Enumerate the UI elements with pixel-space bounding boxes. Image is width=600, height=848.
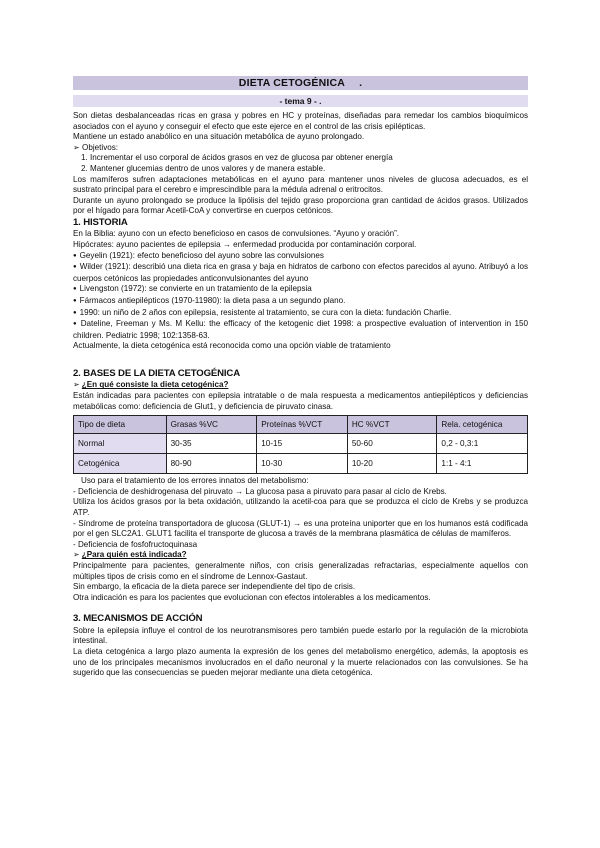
table-cell: 10-20	[347, 454, 437, 474]
intro-paragraph: Mantiene un estado anabólico en una situación metabólica de ayuno prolongado.	[73, 132, 365, 142]
table-row	[74, 434, 528, 454]
history-line: En la Biblia: ayuno con un efecto beneficioso en casos de convulsiones. “Ayuno y oración”.	[73, 229, 400, 239]
question-text: ¿En qué consiste la dieta cetogénica?	[81, 380, 229, 390]
indication-line: Principalmente para pacientes, generalmente niños, con crisis generalizadas refractarias, especialmente aquellos con múltiples tipos de crisis como en el síndrome de Lennox-Gastaut.	[73, 561, 528, 581]
indication-line: Sin embargo, la eficacia de la dieta parece ser independiente del tipo de crisis.	[73, 582, 356, 592]
table-row	[74, 454, 528, 474]
intro-paragraph: Durante un ayuno prolongado se produce la lipólisis del tejido graso proporciona gran cantidad de ácidos grasos. Utilizados por el hígado para formar Acetil-CoA y convertirse en cuerpos cetónicos.	[73, 195, 528, 216]
table-header-cell: Proteínas %VCT	[257, 416, 348, 434]
question-heading	[73, 550, 528, 561]
table-cell: 10-15	[257, 434, 348, 454]
bases-line: Utiliza los ácidos grasos por la beta oxidación, utilizando la acetil-coa para que se produzca el ciclo de Krebs y se produzca ATP.	[73, 497, 528, 518]
history-bullet: ● Dateline, Freeman y Ms. M Kellu: the efficacy of the ketogenic diet 1998: a prospective evaluation of intervention in 150 children. Pediatric 1998; 102:1358-63.	[73, 319, 528, 341]
history-closing: Actualmente, la dieta cetogénica está reconocida como una opción viable de tratamiento	[73, 341, 391, 351]
objectives-label-text: Objetivos:	[82, 142, 119, 152]
table-header-cell: Tipo de dieta	[74, 416, 167, 434]
history-line: Hipócrates: ayuno pacientes de epilepsia → enfermedad producida por contaminación corporal.	[73, 240, 417, 250]
section-heading-mecanismos: 3. MECANISMOS DE ACCIÓN	[73, 613, 203, 625]
mechanism-paragraph: Sobre la epilepsia influye el control de los neurotransmisores pero también puede estarlo por la regulación de la microbiota intestinal.	[73, 625, 528, 646]
table-cell: 30-35	[166, 434, 257, 454]
page-title: DIETA CETOGÉNICA	[238, 77, 346, 89]
history-bullet: ● Livengston (1972): se convierte en un tratamiento de la epilepsia	[73, 284, 528, 296]
mechanism-paragraph: La dieta cetogénica a largo plazo aumenta la expresión de los genes del metabolismo energético, además, la apoptosis es uno de los principales mecanismos involucrados en el daño neuronal y la muerte relacionados con las convulsiones. Se ha sugerido que las consecuencias se pueden mejorar mediante una dieta cetogénica.	[73, 647, 528, 678]
arrow-bullet-icon: ➢	[73, 380, 80, 390]
table-header-cell: Rela. cetogénica	[437, 416, 528, 434]
arrow-bullet-icon: ➢	[73, 550, 80, 560]
objectives-label	[73, 143, 528, 154]
question-heading	[73, 380, 528, 391]
table-cell: Cetogénica	[74, 454, 167, 474]
objective-item: 1. Incrementar el uso corporal de ácidos grasos en vez de glucosa par obtener energía	[81, 153, 393, 163]
page-subtitle: - tema 9 - .	[279, 96, 322, 106]
history-bullet: ● 1990: un niño de 2 años con epilepsia, resistente al tratamiento, se cura con la dieta: fundación Charlie.	[73, 308, 528, 320]
document-content	[73, 76, 528, 679]
table-cell: Normal	[74, 434, 167, 454]
title-suffix: .	[359, 77, 363, 89]
bases-line: Uso para el tratamiento de los errores innatos del metabolismo:	[81, 476, 309, 486]
intro-paragraph: Los mamíferos sufren adaptaciones metabólicas en el ayuno para mantener unos niveles de glucosa adecuados, es el sustrato principal para el cerebro e imprescindible para la médula adrenal o eritrocitos.	[73, 174, 528, 195]
table-cell: 1:1 - 4:1	[437, 454, 528, 474]
indication-line: Otra indicación es para los pacientes que evolucionan con efectos intolerables a los medicamentos.	[73, 592, 431, 602]
intro-paragraph: Son dietas desbalanceadas ricas en grasa y pobres en HC y proteínas, diseñadas para remedar los cambios bioquímicos asociados con el ayuno y conseguir el efecto que este ejerce en el control de las crisis epilépticas.	[73, 111, 528, 131]
table-cell: 80-90	[166, 454, 257, 474]
diet-comparison-table	[73, 415, 528, 474]
table-cell: 0,2 - 0,3:1	[437, 434, 528, 454]
bases-paragraph: Están indicadas para pacientes con epilepsia intratable o de mala respuesta a medicamentos antiepilépticos y deficiencias metabólicas como: deficiencia de Glut1, y deficiencia de piruvato cinasa.	[73, 391, 528, 411]
section-heading-historia: 1. HISTORIA	[73, 216, 128, 228]
history-bullet: ● Wilder (1921): describió una dieta rica en grasa y baja en hidratos de carbono con efectos parecidos al ayuno. Atribuyó a los cuerpos cetónicos las propiedades anticonvulsionantes del ayuno	[73, 262, 528, 284]
arrow-bullet-icon: ➢	[73, 142, 80, 152]
table-header-cell: HC %VCT	[347, 416, 437, 434]
bases-line: - Deficiencia de deshidrogenasa del piruvato → La glucosa pasa a piruvato para pasar al ciclo de Krebs.	[73, 486, 447, 496]
bases-line: - Deficiencia de fosfofructoquinasa	[73, 539, 198, 549]
section-heading-bases: 2. BASES DE LA DIETA CETOGÉNICA	[73, 367, 240, 379]
table-cell: 10-30	[257, 454, 348, 474]
table-header-row	[74, 416, 528, 434]
history-bullet: ● Geyelin (1921): efecto beneficioso del ayuno sobre las convulsiones	[73, 251, 528, 263]
table-cell: 50-60	[347, 434, 437, 454]
objective-item: 2. Mantener glucemias dentro de unos valores y de manera estable.	[81, 163, 326, 173]
history-bullet: ● Fármacos antiepilépticos (1970-11980): la dieta pasa a un segundo plano.	[73, 296, 528, 308]
question-text: ¿Para quién está indicada?	[81, 550, 187, 560]
subtitle-banner	[73, 95, 528, 107]
bases-line: - Síndrome de proteína transportadora de glucosa (GLUT-1) → es una proteína uniporter que en los humanos está codificada por el gen SLC2A1. GLUT1 facilita el transporte de glucosa a través de la membrana plasmática de células de mamíferos.	[73, 518, 528, 539]
table-header-cell: Grasas %VC	[166, 416, 257, 434]
title-banner	[73, 76, 528, 90]
